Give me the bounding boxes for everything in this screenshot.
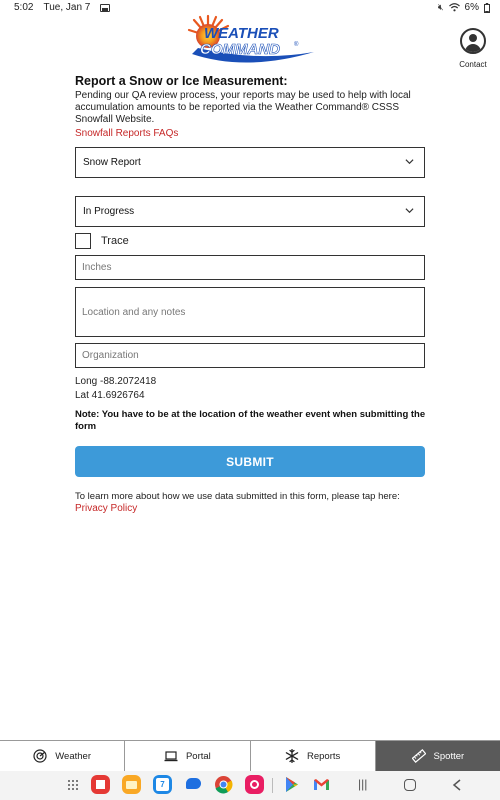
ruler-icon <box>412 749 426 763</box>
nav-weather[interactable] <box>0 741 125 771</box>
nav-spotter-label: Spotter <box>433 750 465 762</box>
privacy-policy-link[interactable]: Privacy Policy <box>75 503 138 514</box>
form-description: Pending our QA review process, your reports may be used to help with local accumulation amounts to be reported via the Weather Command® CSSS Snowfall Website. <box>75 90 411 125</box>
form-title: Report a Snow or Ice Measurement: <box>75 74 288 88</box>
snowfall-faq-link[interactable]: Snowfall Reports FAQs <box>75 128 179 139</box>
weather-command-logo <box>186 14 316 70</box>
battery-icon <box>484 3 490 13</box>
messages-icon[interactable] <box>184 775 203 794</box>
chevron-down-icon <box>405 157 414 166</box>
learn-more-text: To learn more about how we use data submitted in this form, please tap here: <box>75 491 400 502</box>
radar-icon <box>33 749 47 763</box>
report-type-value: Snow Report <box>83 157 141 168</box>
status-time: 5:02 <box>14 2 34 13</box>
battery-level: 6% <box>464 2 479 13</box>
organization-placeholder: Organization <box>82 350 139 361</box>
play-store-icon[interactable] <box>282 775 301 794</box>
nav-reports[interactable] <box>251 741 376 771</box>
logo-text-bottom: COMMAND <box>200 41 280 58</box>
wifi-icon <box>449 3 460 12</box>
laptop-icon <box>164 749 178 763</box>
note-label: Note: <box>75 409 100 420</box>
nav-portal[interactable] <box>125 741 250 771</box>
home-icon[interactable] <box>404 779 416 791</box>
inches-placeholder: Inches <box>82 262 112 273</box>
report-status-select[interactable] <box>75 196 425 227</box>
longitude-text: Long -88.2072418 <box>75 376 157 387</box>
logo-registered-mark: ® <box>294 42 299 48</box>
calendar-day: 7 <box>156 778 169 791</box>
system-nav-bar <box>0 771 500 800</box>
gmail-icon[interactable] <box>312 775 331 794</box>
chevron-down-icon <box>405 206 414 215</box>
report-form-header <box>75 74 425 139</box>
flipboard-icon[interactable] <box>91 775 110 794</box>
recents-icon[interactable]: ||| <box>358 777 368 791</box>
status-date: Tue, Jan 7 <box>43 2 91 13</box>
coordinates <box>75 375 156 403</box>
report-status-value: In Progress <box>83 206 135 217</box>
nav-portal-label: Portal <box>185 750 211 762</box>
trace-label: Trace <box>101 235 129 247</box>
bottom-nav <box>0 740 500 771</box>
inches-field[interactable] <box>75 255 425 280</box>
location-notes-field[interactable] <box>75 287 425 337</box>
location-note <box>75 409 427 433</box>
logo-text-top: WEATHER <box>204 25 279 42</box>
nav-spotter[interactable] <box>376 741 500 771</box>
nav-reports-label: Reports <box>306 750 341 762</box>
latitude-text: Lat 41.6926764 <box>75 390 145 401</box>
dock-divider <box>272 778 273 793</box>
snowflake-icon <box>285 749 299 763</box>
contact-button[interactable] <box>455 28 491 69</box>
organization-field[interactable] <box>75 343 425 368</box>
mute-icon: 🔇︎ <box>437 2 444 12</box>
submit-button[interactable]: SUBMIT <box>75 446 425 477</box>
location-notes-placeholder: Location and any notes <box>82 306 186 318</box>
camera-icon[interactable] <box>245 775 264 794</box>
trace-option <box>75 233 129 249</box>
calendar-icon[interactable] <box>153 775 172 794</box>
image-icon <box>100 4 110 12</box>
report-type-select[interactable] <box>75 147 425 178</box>
chrome-icon[interactable] <box>214 775 233 794</box>
contact-label: Contact <box>459 60 487 69</box>
person-icon <box>460 28 486 54</box>
nav-weather-label: Weather <box>55 750 91 762</box>
trace-checkbox[interactable] <box>75 233 91 249</box>
note-text: You have to be at the location of the weather event when submitting the form <box>75 409 426 432</box>
apps-grid-icon[interactable] <box>67 779 79 791</box>
files-icon[interactable] <box>122 775 141 794</box>
back-icon[interactable] <box>452 779 462 791</box>
